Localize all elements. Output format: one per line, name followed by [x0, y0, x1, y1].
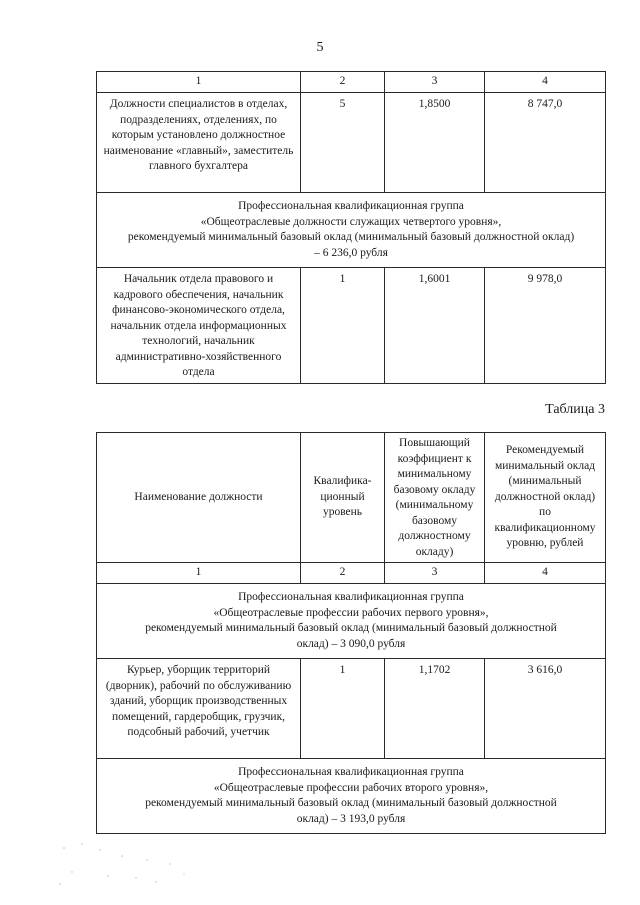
col-number-3: 3 — [385, 563, 485, 584]
group-line-4: оклад) – 3 193,0 рубля — [296, 812, 406, 825]
col-number-2: 2 — [301, 563, 385, 584]
coefficient-cell: 1,8500 — [385, 93, 485, 193]
position-name-cell: Должности специалистов в отделах, подразделениях, отделениях, по которым установлено должностное наименование «главный», заместитель главного бухгалтера — [97, 93, 301, 193]
table-row — [97, 659, 606, 759]
salary-cell: 8 747,0 — [485, 93, 606, 193]
col-number-2: 2 — [301, 72, 385, 93]
qualification-group-cell — [97, 193, 606, 268]
table-caption: Таблица 3 — [545, 402, 605, 417]
salary-cell: 3 616,0 — [485, 659, 606, 759]
qualification-level-cell: 1 — [301, 659, 385, 759]
position-name-cell: Начальник отдела правового и кадрового обеспечения, начальник финансово-экономического отдела, начальник отдела информационных технологий, начальник административно-хозяйственного отдела — [97, 268, 301, 384]
scan-noise-marks — [52, 838, 192, 888]
qualification-level-cell: 1 — [301, 268, 385, 384]
group-line-3: рекомендуемый минимальный базовый оклад (минимальный базовый должностной — [145, 622, 557, 635]
group-line-1: Профессиональная квалификационная группа — [238, 591, 464, 604]
header-coefficient: Повышающий коэффициент к минимальному базовому окладу (минимальному базовому должностному окладу) — [385, 433, 485, 563]
col-number-1: 1 — [97, 563, 301, 584]
header-position-name: Наименование должности — [97, 433, 301, 563]
group-line-1: Профессиональная квалификационная группа — [238, 200, 464, 212]
group-line-2: «Общеотраслевые профессии рабочих первого уровня», — [213, 606, 489, 619]
header-qualification-level: Квалифика-ционный уровень — [301, 433, 385, 563]
col-number-4: 4 — [485, 72, 606, 93]
column-number-row — [97, 72, 606, 93]
col-number-1: 1 — [97, 72, 301, 93]
coefficient-cell: 1,6001 — [385, 268, 485, 384]
salary-table-continued — [96, 71, 606, 384]
col-number-3: 3 — [385, 72, 485, 93]
group-line-4: оклад) – 3 090,0 рубля — [296, 637, 406, 650]
col-number-4: 4 — [485, 563, 606, 584]
header-row — [97, 433, 606, 563]
salary-cell: 9 978,0 — [485, 268, 606, 384]
group-header-row — [97, 193, 606, 268]
salary-table-3 — [96, 432, 606, 834]
group-line-4: – 6 236,0 рубля — [314, 246, 388, 259]
page-number: 5 — [316, 40, 324, 55]
group-line-2: «Общеотраслевые должности служащих четвертого уровня», — [200, 215, 502, 228]
qualification-group-cell — [97, 584, 606, 659]
group-line-3: рекомендуемый минимальный базовый оклад (минимальный базовый должностной — [145, 797, 557, 810]
group-line-3: рекомендуемый минимальный базовый оклад (минимальный базовый должностной оклад) — [127, 231, 575, 244]
position-name-cell: Курьер, уборщик территорий (дворник), рабочий по обслуживанию зданий, уборщик производственных помещений, гардеробщик, грузчик, подсобный рабочий, учетчик — [97, 659, 301, 759]
coefficient-cell: 1,1702 — [385, 659, 485, 759]
qualification-level-cell: 5 — [301, 93, 385, 193]
table-row — [97, 268, 606, 384]
group-line-2: «Общеотраслевые профессии рабочих второго уровня», — [213, 781, 489, 794]
group-line-1: Профессиональная квалификационная группа — [238, 766, 464, 779]
group-header-row — [97, 759, 606, 834]
column-number-row — [97, 563, 606, 584]
header-salary: Рекомендуемый минимальный оклад (минимальный должностной оклад) по квалификационному уровню, рублей — [485, 433, 606, 563]
table-row — [97, 93, 606, 193]
qualification-group-cell — [97, 759, 606, 834]
group-header-row — [97, 584, 606, 659]
